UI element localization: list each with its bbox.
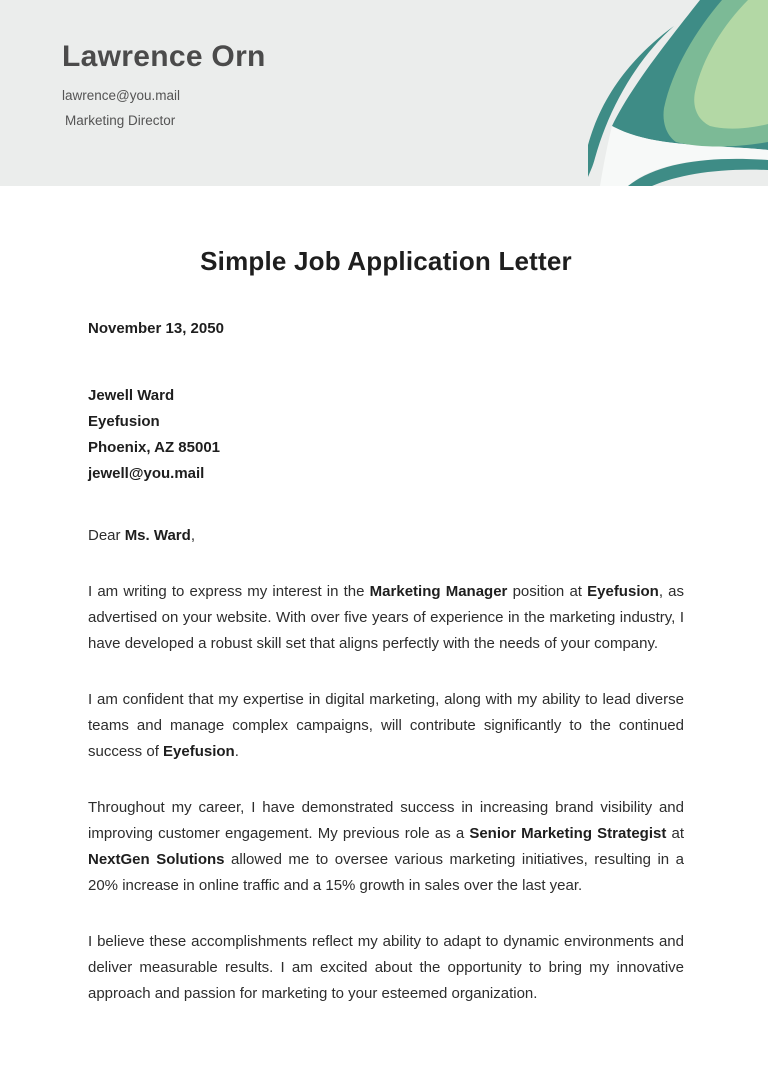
paragraph-text: I believe these accomplishments reflect my ability to adapt to dynamic environments and deliver measurable results. I am excited about the opportunity to bring my innovative approach and passion for marketing to your esteemed organization. bbox=[88, 933, 684, 1002]
paragraph-text: I am confident that my expertise in digital marketing, along with my ability to lead diverse teams and manage complex campaigns, will contribute significantly to the continued success of bbox=[88, 691, 684, 760]
recipient-address: Phoenix, AZ 85001 bbox=[88, 439, 220, 456]
paragraph-text: allowed me to oversee various marketing initiatives, resulting in a 20% increase in online traffic and a 15% growth in sales over the last year. bbox=[88, 851, 684, 894]
paragraph-bold-text: Eyefusion bbox=[587, 583, 659, 600]
recipient-company: Eyefusion bbox=[88, 413, 160, 430]
sender-info bbox=[62, 40, 266, 128]
paragraph-text: position at bbox=[507, 583, 588, 600]
paragraph-text: at bbox=[666, 825, 684, 842]
paragraph bbox=[88, 929, 684, 1007]
letter-date: November 13, 2050 bbox=[88, 320, 224, 337]
paragraph-text: . bbox=[234, 743, 239, 760]
sender-email: lawrence@you.mail bbox=[62, 88, 180, 103]
paragraph bbox=[88, 687, 684, 765]
paragraph-bold-text: Senior Marketing Strategist bbox=[469, 825, 667, 842]
paragraphs bbox=[88, 579, 684, 1007]
letter-body bbox=[0, 246, 768, 1007]
paragraph-text: I am writing to express my interest in the bbox=[88, 583, 370, 600]
paragraph-bold-text: Eyefusion bbox=[163, 743, 235, 760]
sender-role: Marketing Director bbox=[65, 113, 176, 128]
salutation-prefix: Dear bbox=[88, 527, 125, 544]
recipient-name: Jewell Ward bbox=[88, 387, 175, 404]
paragraph bbox=[88, 795, 684, 899]
recipient-block bbox=[88, 383, 684, 487]
letter-header bbox=[0, 0, 768, 186]
sender-name: Lawrence Orn bbox=[62, 40, 266, 73]
corner-swoosh-icon bbox=[588, 0, 768, 186]
salutation bbox=[88, 523, 684, 549]
salutation-recipient: Ms. Ward bbox=[124, 527, 191, 544]
paragraph-bold-text: Marketing Manager bbox=[369, 583, 508, 600]
paragraph-text: , as advertised on your website. With over five years of experience in the marketing industry, I have developed a robust skill set that aligns perfectly with the needs of your company. bbox=[88, 583, 684, 652]
paragraph bbox=[88, 579, 684, 657]
paragraph-text: Throughout my career, I have demonstrated success in increasing brand visibility and improving customer engagement. My previous role as a bbox=[88, 799, 684, 842]
paragraph-bold-text: NextGen Solutions bbox=[88, 851, 225, 868]
letter-title: Simple Job Application Letter bbox=[200, 246, 572, 276]
salutation-suffix: , bbox=[190, 527, 195, 544]
recipient-email: jewell@you.mail bbox=[88, 465, 205, 482]
